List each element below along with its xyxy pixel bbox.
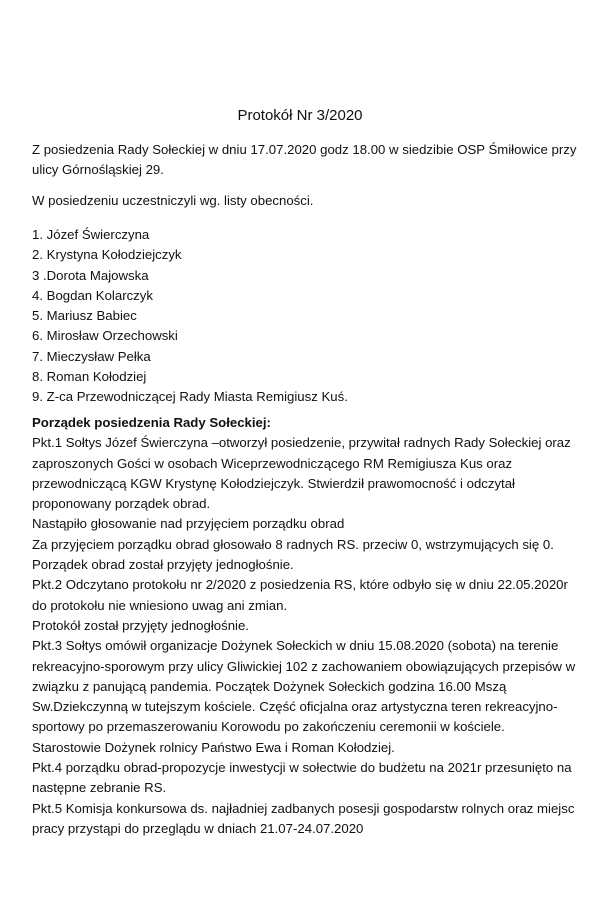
agenda-paragraph: Nastąpiło głosowanie nad przyjęciem porządku obrad: [32, 516, 345, 532]
attendee-item: 5. Mariusz Babiec: [32, 308, 137, 324]
document-title: Protokół Nr 3/2020: [237, 107, 363, 124]
agenda-section: [32, 413, 577, 839]
agenda-paragraph: Pkt.5 Komisja konkursowa ds. najładniej zadbanych posesji gospodarstw rolnych oraz miejsc pracy przystąpi do przeglądu w dniach 21.07-24.07.2020: [32, 800, 575, 836]
intro-paragraph: Z posiedzenia Rady Sołeckiej w dniu 17.07.2020 godz 18.00 w siedzibie OSP Śmiłowice przy ulicy Górnośląskiej 29.: [32, 142, 577, 178]
attendee-item: 3 .Dorota Majowska: [32, 267, 149, 283]
agenda-paragraph: Pkt.2 Odczytano protokołu nr 2/2020 z posiedzenia RS, które odbyło się w dniu 22.05.2020r do protokołu nie wniesiono uwag ani zmian.: [32, 577, 568, 613]
presence-paragraph: W posiedzeniu uczestniczyli wg. listy obecności.: [32, 193, 314, 208]
attendee-item: 1. Józef Świerczyna: [32, 227, 150, 242]
attendee-item: 8. Roman Kołodziej: [32, 369, 147, 385]
attendee-item: 4. Bogdan Kolarczyk: [32, 287, 153, 303]
agenda-paragraph: Porządek obrad został przyjęty jednogłośnie.: [32, 557, 294, 573]
attendee-list: [32, 225, 577, 408]
attendee-item: 6. Mirosław Orzechowski: [32, 328, 178, 344]
agenda-heading: Porządek posiedzenia Rady Sołeckiej:: [32, 415, 271, 430]
agenda-paragraph: Za przyjęciem porządku obrad głosowało 8 radnych RS. przeciw 0, wstrzymujących się 0.: [32, 536, 554, 552]
attendee-item: 7. Mieczysław Pełka: [32, 348, 151, 364]
attendee-item: 9. Z-ca Przewodniczącej Rady Miasta Remigiusz Kuś.: [32, 389, 348, 405]
agenda-paragraph: Protokół został przyjęty jednogłośnie.: [32, 617, 249, 633]
agenda-paragraph: Pkt.4 porządku obrad-propozycje inwestycji w sołectwie do budżetu na 2021r przesunięto na następne zebranie RS.: [32, 760, 572, 796]
agenda-paragraph: Pkt.3 Sołtys omówił organizacje Dożynek Sołeckich w dniu 15.08.2020 (sobota) na terenie rekreacyjno-sporowym przy ulicy Gliwickiej 102 z zachowaniem obowiązujących przepisów w związku z panującą pandemia. Początek Dożynek Sołeckich godzina 16.00 Mszą Sw.Dziekczynną w tutejszym kościele. Część oficjalna oraz artystyczna teren rekreacyjno-sportowy po przemaszerowaniu Korowodu po zakończeniu ceremonii w kościele.: [32, 638, 576, 735]
attendee-item: 2. Krystyna Kołodziejczyk: [32, 247, 182, 263]
agenda-paragraph: Starostowie Dożynek rolnicy Państwo Ewa i Roman Kołodziej.: [32, 739, 395, 755]
agenda-paragraph: Pkt.1 Sołtys Józef Świerczyna –otworzył posiedzenie, przywitał radnych Rady Sołeckiej oraz zaproszonych Gości w osobach Wiceprzewodniczącego RM Remigiusza Kus oraz przewodniczącą KGW Krystynę Kołodziejczyk. Stwierdził prawomocność i odczytał proponowany porządek obrad.: [32, 435, 571, 512]
